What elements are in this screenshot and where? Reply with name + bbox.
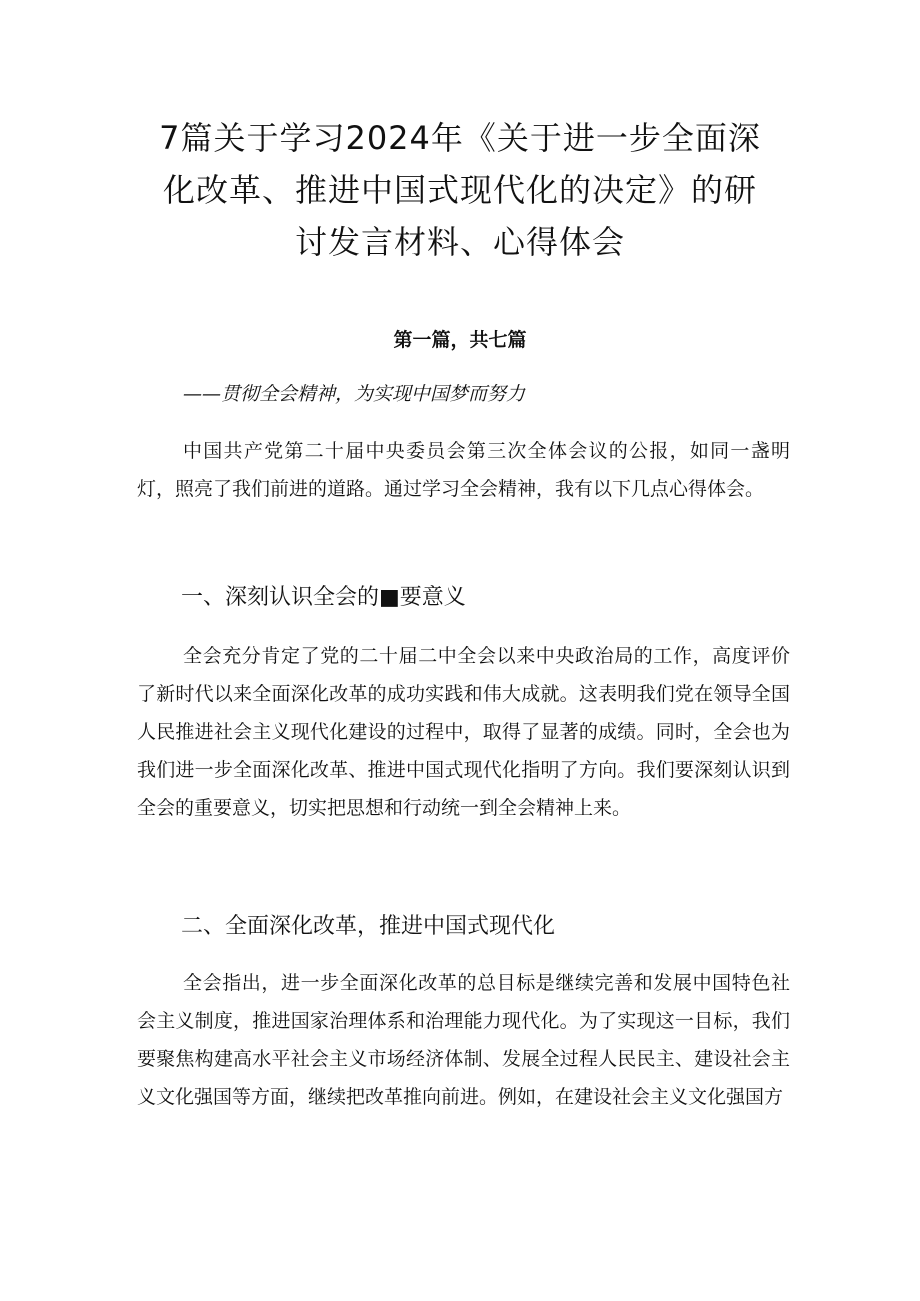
document-subtitle: ——贯彻全会精神，为实现中国梦而努力: [183, 383, 526, 405]
section-paragraph-1: 全会充分肯定了党的二十届二中全会以来中央政治局的工作，高度评价了新时代以来全面深化改革的成功实践和伟大成就。这表明我们党在领导全国人民推进社会主义现代化建设的过程中，取得了显著的成绩。同时，全会也为我们进一步全面深化改革、推进中国式现代化指明了方向。我们要深刻认识到全会的重要意义，切实把思想和行动统一到全会精神上来。: [137, 645, 790, 819]
document-title: 7篇关于学习2024年《关于进一步全面深化改革、推进中国式现代化的决定》的研讨发言材料、心得体会: [159, 119, 761, 261]
part-label: 第一篇，共七篇: [393, 329, 527, 351]
section-heading-1: 一、深刻认识全会的■要意义: [181, 585, 466, 610]
section-heading-2: 二、全面深化改革，推进中国式现代化: [181, 914, 556, 939]
section-paragraph-2: 全会指出，进一步全面深化改革的总目标是继续完善和发展中国特色社会主义制度，推进国家治理体系和治理能力现代化。为了实现这一目标，我们要聚焦构建高水平社会主义市场经济体制、发展全过程人民民主、建设社会主义文化强国等方面，继续把改革推向前进。例如，在建设社会主义文化强国方: [137, 972, 790, 1108]
intro-paragraph: 中国共产党第二十届中央委员会第三次全体会议的公报，如同一盏明灯，照亮了我们前进的道路。通过学习全会精神，我有以下几点心得体会。: [137, 440, 790, 500]
